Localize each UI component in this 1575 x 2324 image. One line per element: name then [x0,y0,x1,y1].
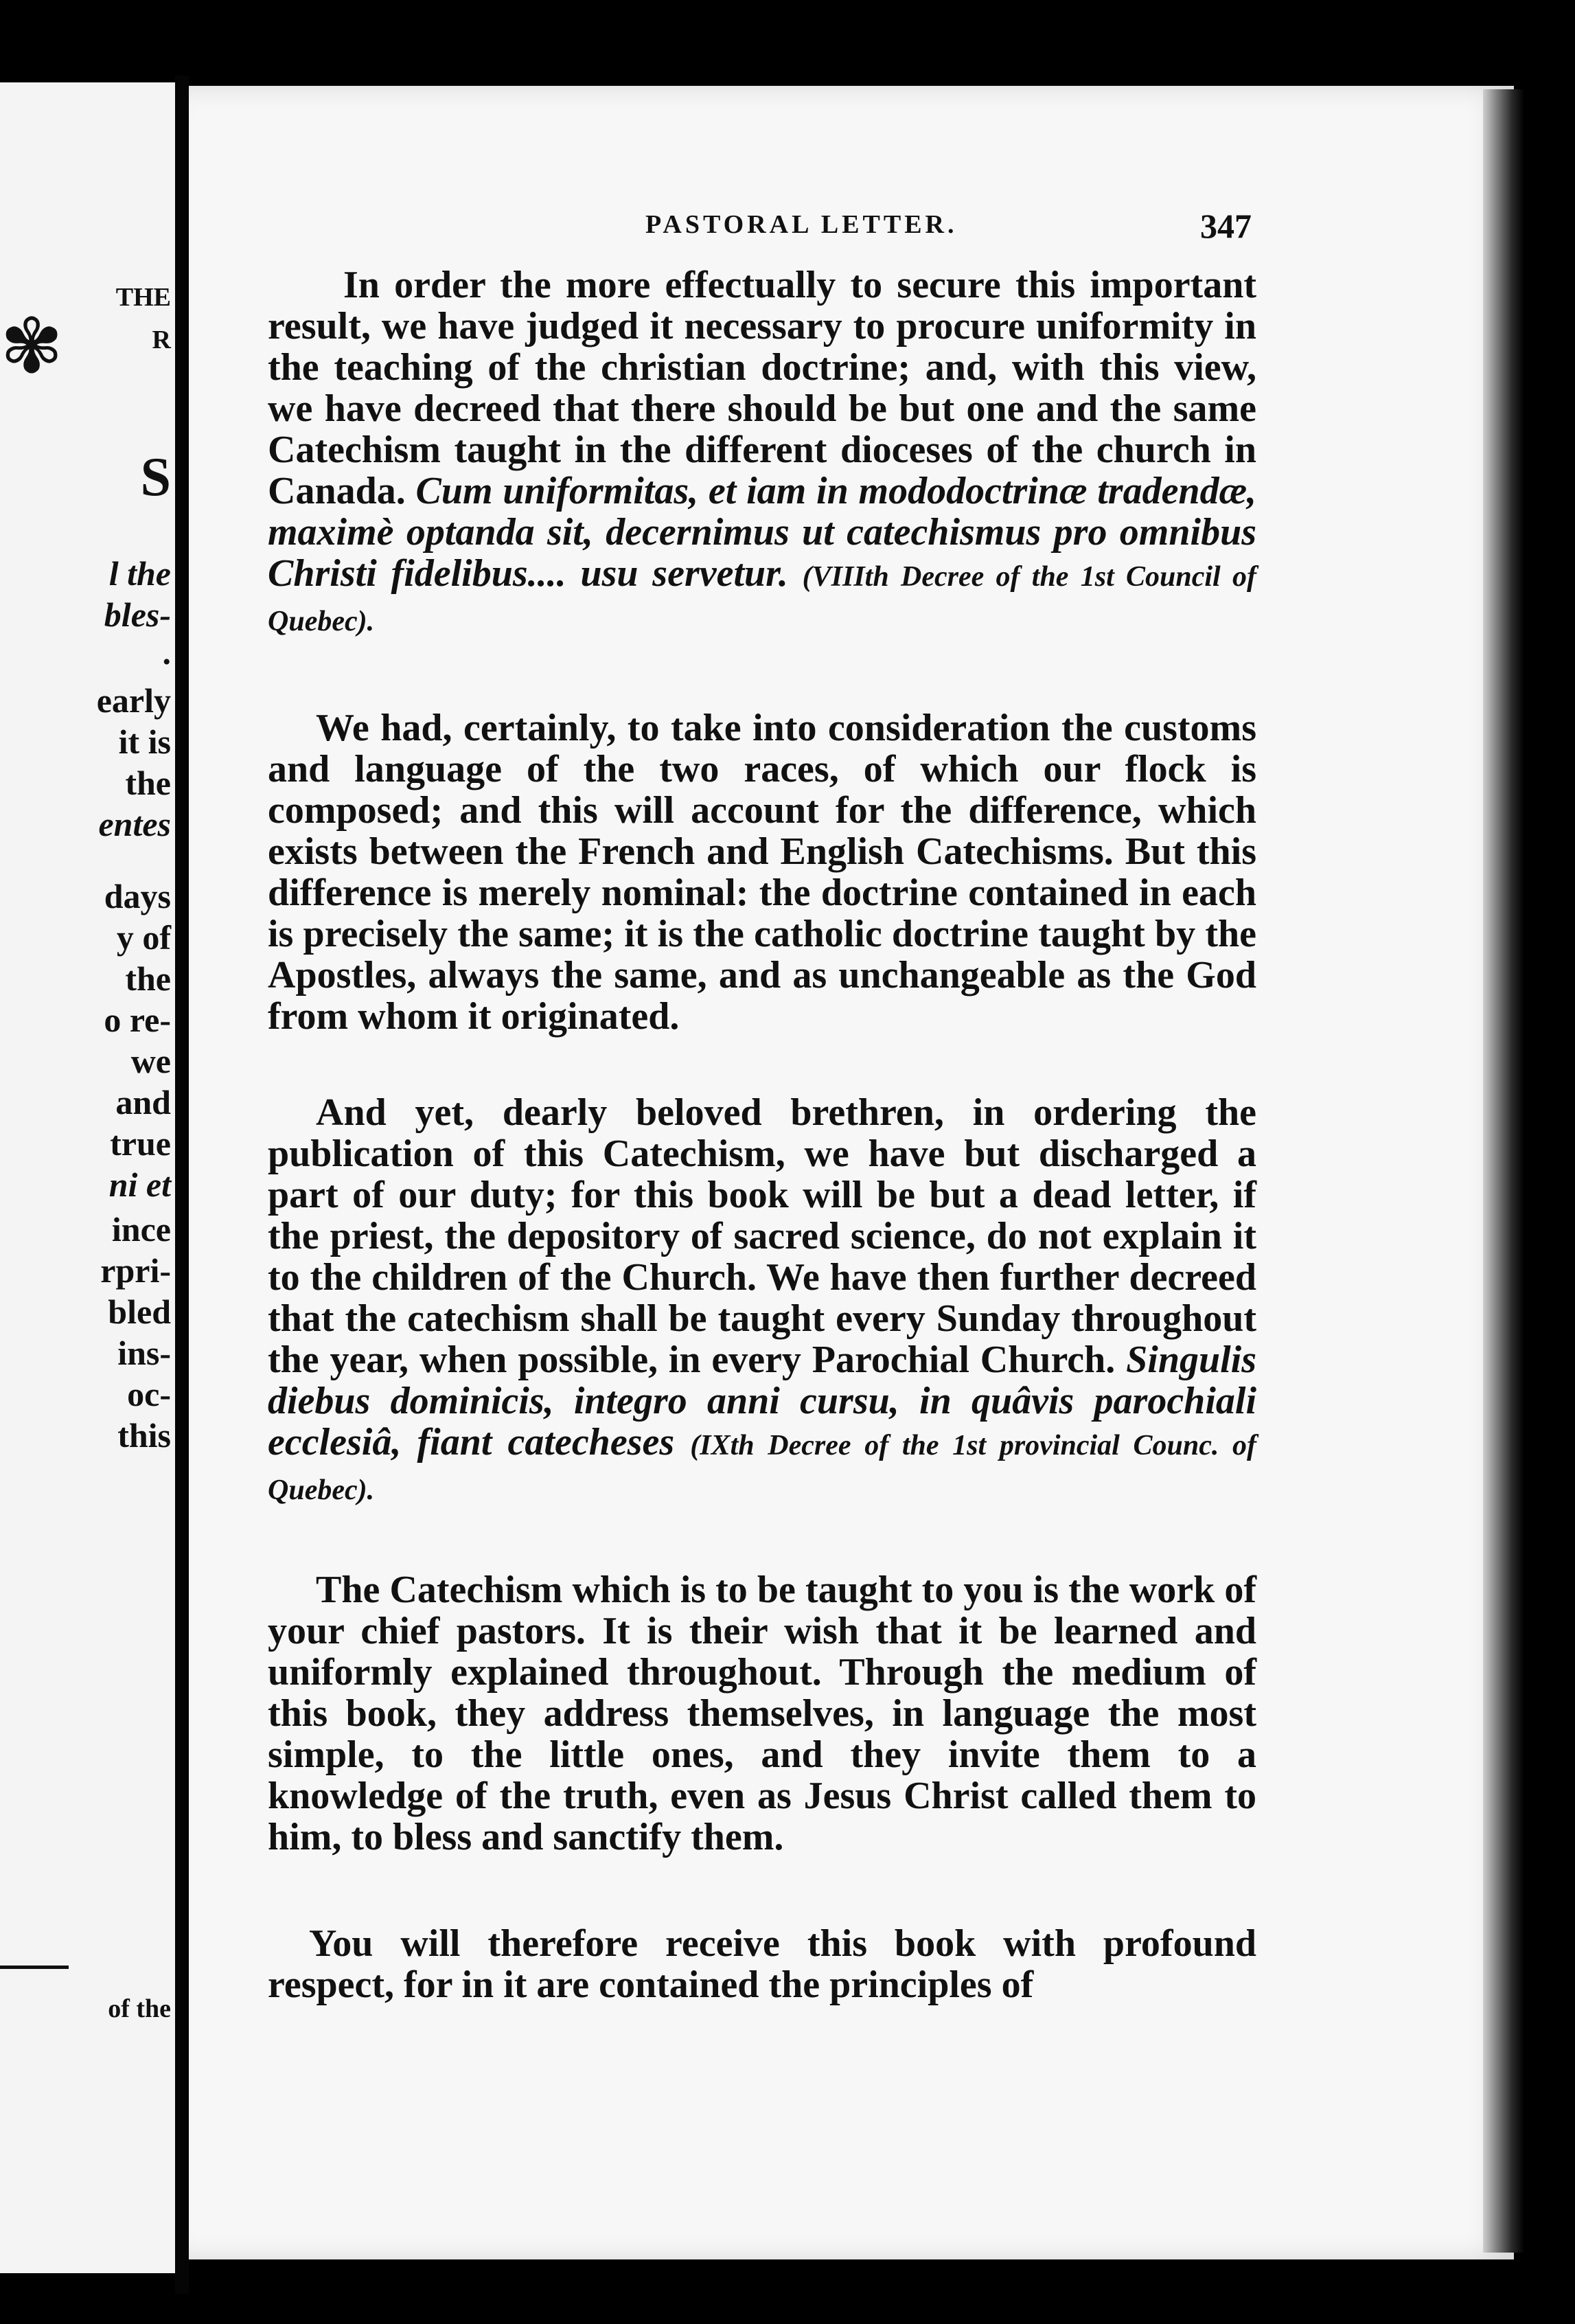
left-fragment: oc- [127,1375,171,1413]
left-fragment: ni et [108,1165,171,1204]
left-fragment: THE [115,283,171,312]
paragraph-4 [268,1569,1256,1858]
left-fragment: we [130,1042,171,1080]
paragraph-5 [268,1923,1256,2005]
paragraph-text: You will therefore receive this book with profound respect, for in it are contained the principles of [268,1922,1256,2006]
paragraph-2 [268,707,1256,1037]
left-fragment: l the [108,554,171,593]
floral-ornament-icon: ✾ [0,305,64,389]
left-fragment: bled [108,1292,171,1331]
paragraph-text: And yet, dearly beloved brethren, in ordering the publication of this Catechism, we have but discharged a part of our duty; for this book will be but a dead letter, if the priest, the depository of sacred science, do not explain it to the children of the Church. We have then further decreed that the catechism shall be taught every Sunday throughout the year, when possible, in every Parochial Church. [268,1091,1256,1381]
latin-quote: Singulis diebus dominicis, integro anni cursu, in quâvis parochiali ecclesiâ, fiant catecheses [268,1338,1257,1463]
left-fragment: R [152,326,171,354]
latin-quote: Cum uniformitas, et iam in mododoctrinæ tradendæ, maximè optanda sit, decernimus ut catechismus pro omnibus Christi fidelibus.... usu servetur. [268,470,1257,595]
decree-citation: (IXth Decree of the 1st provincial Counc. of Quebec). [268,1430,1256,1506]
left-fragment: of the [108,1994,171,2023]
left-fragment: the [125,959,171,998]
book-gutter [175,76,189,2294]
left-page-fragment [0,82,175,2273]
left-fragment: rpri- [100,1251,171,1290]
left-fragment: ince [111,1210,171,1249]
paragraph-3 [268,1092,1256,1511]
left-fragment: this [117,1416,171,1455]
paragraph-1 [268,264,1256,642]
paragraph-text: We had, certainly, to take into consideration the customs and language of the two races, of which our flock is composed; and this will account for the difference, which exists between the French and English Catechisms. But this difference is merely nominal: the doctrine contained in each is precisely the same; it is the catholic doctrine taught by the Apostles, always the same, and as unchangeable as the God from whom it originated. [268,707,1256,1038]
running-header: PASTORAL LETTER. [645,210,958,239]
left-fragment: the [125,764,171,802]
left-fragment: y of [116,918,171,957]
left-fragment: o re- [104,1001,171,1039]
left-fragment: bles- [104,595,171,634]
left-fragment: ins- [117,1334,171,1372]
page-edge-shadow [1483,89,1524,2253]
left-fragment: S [140,447,171,508]
left-fragment: . [162,633,171,672]
left-fragment: days [104,877,171,915]
left-fragment: early [96,681,171,720]
paragraph-text: The Catechism which is to be taught to you is the work of your chief pastors. It is their wish that it be learned and uniformly explained throughout. Through the medium of this book, they address themselves, in language the most simple, to the little ones, and they invite them to a knowledge of the truth, even as Jesus Christ called them to him, to bless and sanctify them. [268,1569,1256,1858]
left-fragment: true [110,1124,171,1163]
left-fragment: entes [98,805,171,843]
page-number: 347 [1200,207,1252,245]
left-fragment: and [115,1083,171,1121]
paragraph-text: In order the more effectually to secure this important result, we have judged it necessary to procure uniformity in the teaching of the christian doctrine; and, with this view, we have decreed that there should be but one and the same Catechism taught in the different dioceses of the church in Canada. [268,264,1256,512]
footnote-rule [0,1966,69,1969]
decree-citation: (VIIIth Decree of the 1st Council of Quebec). [268,561,1256,637]
left-fragment: it is [118,722,171,761]
